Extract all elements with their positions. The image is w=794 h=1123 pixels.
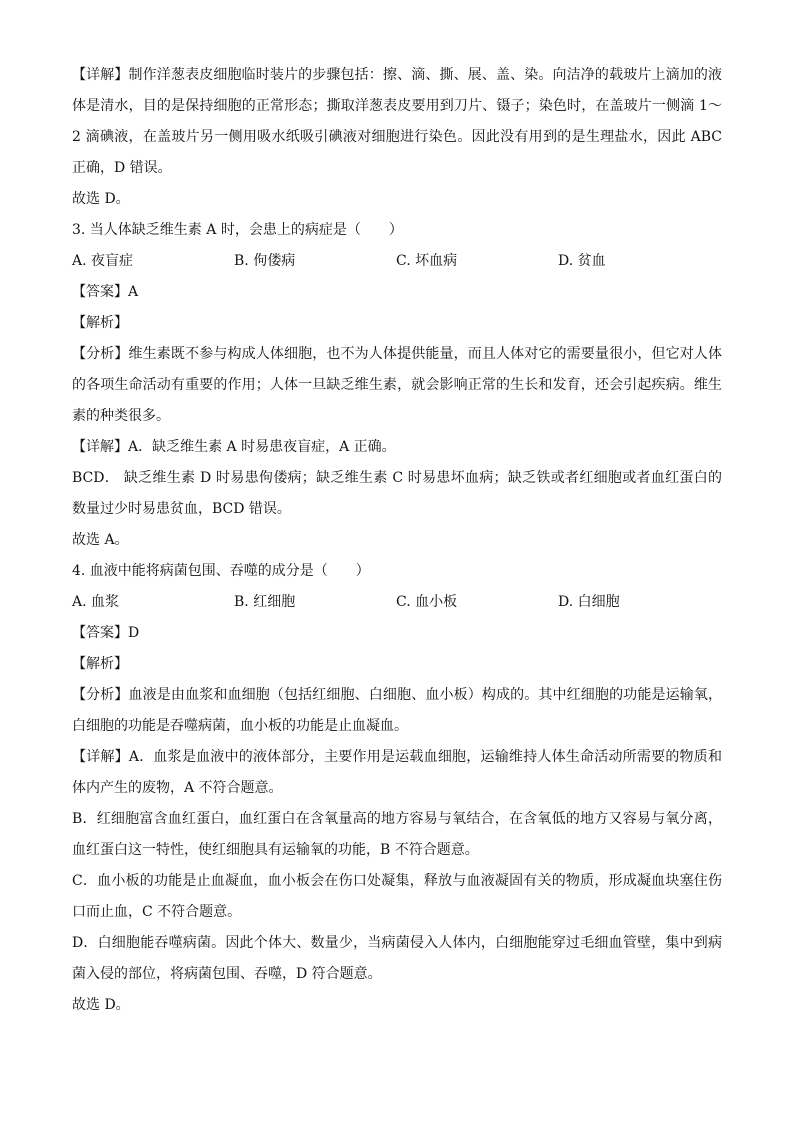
question-3-options — [72, 246, 722, 277]
explanation-q2-detail: 【详解】制作洋葱表皮细胞临时装片的步骤包括：擦、滴、撕、展、盖、染。向洁净的载玻片上滴加的液体是清水，目的是保持细胞的正常形态；撕取洋葱表皮要用到刀片、镊子；染色时，在盖玻片一侧滴 1～2 滴碘液，在盖玻片另一侧用吸水纸吸引碘液对细胞进行染色。因此没有用到的是生理盐水，因此 ABC 正确，D 错误。 — [72, 67, 722, 176]
question-3-detail-bcd: BCD． 缺乏维生素 D 时易患佝偻病；缺乏维生素 C 时易患坏血病；缺乏铁或者红细胞或者血红蛋白的数量过少时易患贫血，BCD 错误。 — [72, 470, 722, 517]
question-4-choice: 故选 D。 — [72, 997, 130, 1013]
question-4-option-d: D. 白细胞 — [558, 594, 620, 610]
question-4-analysis-heading: 【解析】 — [72, 656, 128, 672]
question-3-option-b: B. 佝偻病 — [234, 253, 296, 269]
question-4-detail-a: 【详解】A．血浆是血液中的液体部分，主要作用是运载血细胞，运输维持人体生命活动所需要的物质和体内产生的废物，A 不符合题意。 — [72, 749, 722, 796]
question-3-analysis-heading: 【解析】 — [72, 315, 128, 331]
question-3-option-c: C. 坏血病 — [396, 253, 458, 269]
question-4-options — [72, 587, 722, 618]
question-4-stem: 4. 血液中能将病菌包围、吞噬的成分是（ ） — [72, 563, 370, 579]
question-3-analysis: 【分析】维生素既不参与构成人体细胞，也不为人体提供能量，而且人体对它的需要量很小，但它对人体的各项生命活动有重要的作用；人体一旦缺乏维生素，就会影响正常的生长和发育，还会引起疾病。维生素的种类很多。 — [72, 346, 722, 424]
question-4-detail-b: B．红细胞富含血红蛋白，血红蛋白在含氧量高的地方容易与氧结合，在含氧低的地方又容易与氧分离，血红蛋白这一特性，使红细胞具有运输氧的功能，B 不符合题意。 — [72, 811, 722, 858]
question-3-option-a: A. 夜盲症 — [72, 253, 134, 269]
question-4-option-a: A. 血浆 — [72, 594, 120, 610]
question-4-detail-c: C．血小板的功能是止血凝血，血小板会在伤口处凝集，释放与血液凝固有关的物质，形成凝血块塞住伤口而止血，C 不符合题意。 — [72, 873, 722, 920]
question-4-analysis: 【分析】血液是由血浆和血细胞（包括红细胞、白细胞、血小板）构成的。其中红细胞的功能是运输氧，白细胞的功能是吞噬病菌，血小板的功能是止血凝血。 — [72, 687, 722, 734]
question-4-option-b: B. 红细胞 — [234, 594, 296, 610]
question-3-answer: 【答案】A — [72, 284, 139, 300]
question-3-detail-a: 【详解】A．缺乏维生素 A 时易患夜盲症，A 正确。 — [72, 439, 396, 455]
question-4-option-c: C. 血小板 — [396, 594, 458, 610]
question-4-detail-d: D．白细胞能吞噬病菌。因此个体大、数量少，当病菌侵入人体内，白细胞能穿过毛细血管壁，集中到病菌入侵的部位，将病菌包围、吞噬，D 符合题意。 — [72, 935, 722, 982]
question-3-choice: 故选 A。 — [72, 532, 129, 548]
question-3-option-d: D. 贫血 — [558, 253, 606, 269]
answer-choice-q2: 故选 D。 — [72, 191, 130, 207]
question-4-answer: 【答案】D — [72, 625, 140, 641]
question-3-stem: 3. 当人体缺乏维生素 A 时，会患上的病症是（ ） — [72, 222, 403, 238]
document-page — [72, 60, 722, 1021]
